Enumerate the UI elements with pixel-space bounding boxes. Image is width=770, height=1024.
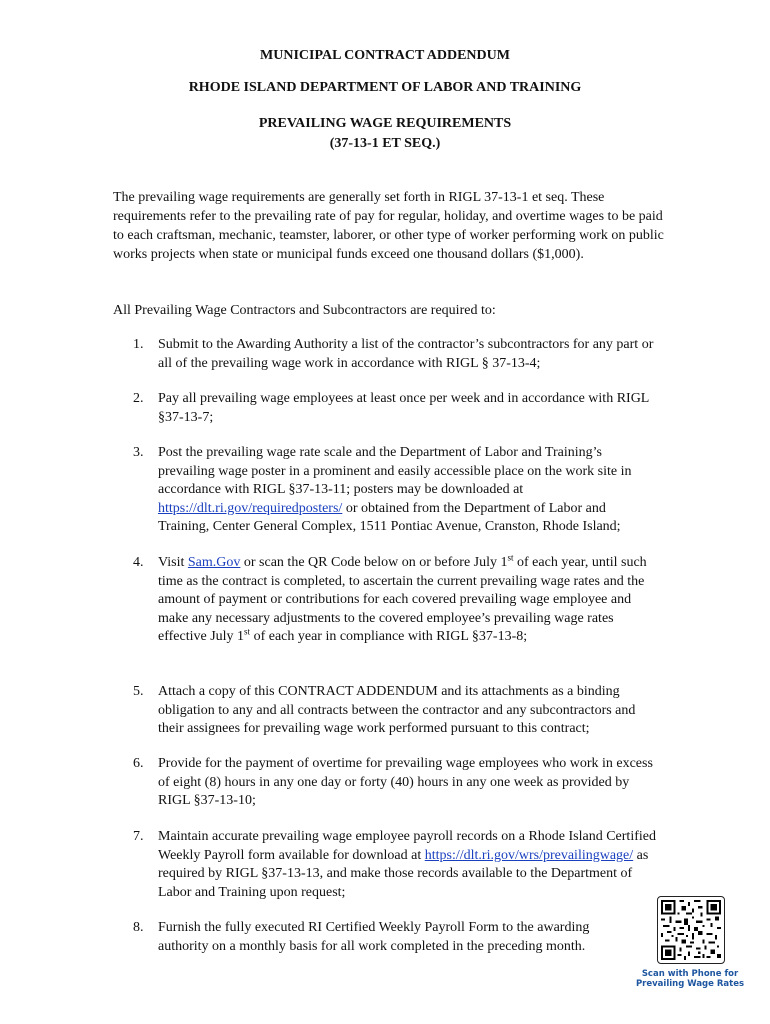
item-number: 3.: [133, 445, 144, 460]
qr-caption-line2: Prevailing Wage Rates: [635, 979, 745, 989]
item-number: 7.: [133, 829, 144, 844]
item-number: 6.: [133, 756, 144, 771]
item-number: 5.: [133, 684, 144, 699]
qr-caption-line1: Scan with Phone for: [641, 969, 739, 979]
doc-title: MUNICIPAL CONTRACT ADDENDUM: [260, 48, 510, 63]
requirements-lead: All Prevailing Wage Contractors and Subcontractors are required to:: [113, 303, 496, 318]
department-title: RHODE ISLAND DEPARTMENT OF LABOR AND TRAINING: [188, 80, 582, 95]
statute-reference: (37-13-1 ET SEQ.): [329, 136, 441, 151]
item-text: Provide for the payment of overtime for prevailing wage employees who work in excess of eight (8) hours in any one day or forty (40) hours in any one week as provided by RIGL §37-13-10;: [158, 756, 653, 808]
item-text: Maintain accurate prevailing wage employee payroll records on a Rhode Island Certified Weekly Payroll form available for download at https://dlt.ri.gov/wrs/prevailingwage/ as required by RIGL §37-13-13, and make those records available to the Department of Labor and Training upon request;: [158, 829, 656, 900]
qr-code[interactable]: [657, 896, 725, 964]
item-text: Pay all prevailing wage employees at least once per week and in accordance with RIGL §37-13-7;: [158, 391, 649, 425]
item-number: 4.: [133, 555, 144, 570]
item-text: Visit Sam.Gov or scan the QR Code below on or before July 1st of each year, until such time as the contract is completed, to ascertain the current prevailing wage rates and the amount of payment or contributions for each covered prevailing wage employee and make any necessary adjustments to the covered employee’s prevailing wage rates effective July 1st of each year in compliance with RIGL §37-13-8;: [158, 552, 647, 644]
item-number: 8.: [133, 920, 144, 935]
sam-gov-link[interactable]: Sam.Gov: [187, 555, 241, 570]
item-text: Attach a copy of this CONTRACT ADDENDUM and its attachments as a binding obligation to any and all contracts between the contractor and any subcontractors and their assignees for prevailing wage work performed pursuant to this contract;: [158, 684, 636, 736]
item-text: Furnish the fully executed RI Certified Weekly Payroll Form to the awarding authority on a monthly basis for all work completed in the preceding month.: [158, 920, 590, 954]
qr-code-icon: [661, 900, 721, 960]
intro-paragraph: The prevailing wage requirements are generally set forth in RIGL 37-13-1 et seq. These requirements refer to the prevailing rate of pay for regular, holiday, and overtime wages to be paid to each craftsman, mechanic, teamster, laborer, or other type of worker performing work on public works projects when state or municipal funds exceed one thousand dollars ($1,000).: [113, 190, 664, 262]
qr-caption: [630, 969, 750, 989]
item-text: Submit to the Awarding Authority a list of the contractor’s subcontractors for any part or all of the prevailing wage work in accordance with RIGL § 37-13-4;: [158, 337, 654, 371]
item-number: 2.: [133, 391, 144, 406]
section-title: PREVAILING WAGE REQUIREMENTS: [258, 116, 512, 131]
item-number: 1.: [133, 337, 144, 352]
item-text: Post the prevailing wage rate scale and the Department of Labor and Training’s prevailing wage poster in a prominent and easily accessible place on the work site in accordance with RIGL §37-13-11; posters may be downloaded at https://dlt.ri.gov/requiredposters/ or obtained from the Department of Labor and Training, Center General Complex, 1511 Pontiac Avenue, Cranston, Rhode Island;: [158, 445, 632, 534]
prevailing-wage-link[interactable]: https://dlt.ri.gov/wrs/prevailingwage/: [424, 847, 634, 863]
posters-link[interactable]: https://dlt.ri.gov/requiredposters/: [158, 500, 343, 516]
